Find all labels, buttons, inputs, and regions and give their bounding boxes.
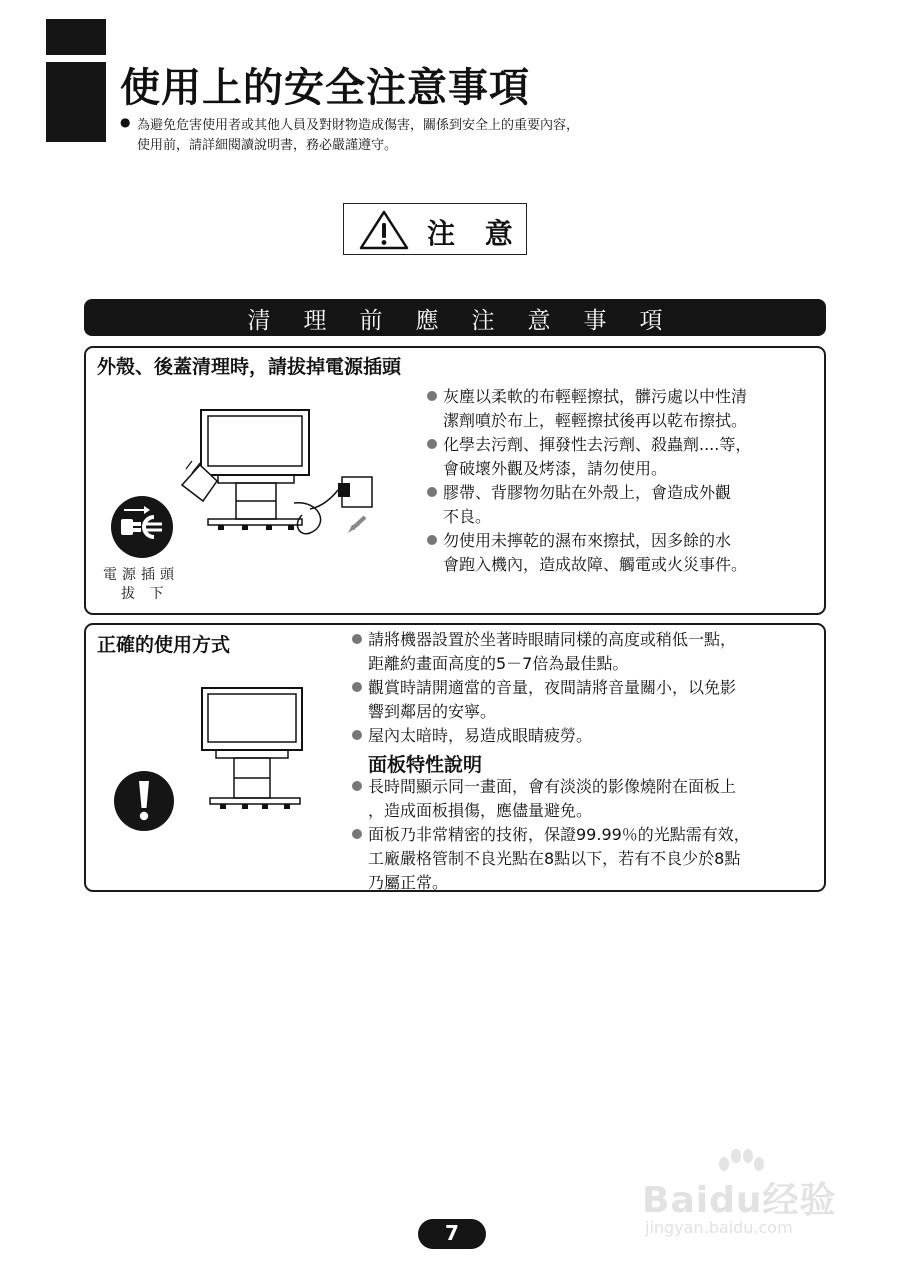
bullet-dot-icon (352, 634, 362, 644)
list-item-text: 觀賞時請開適當的音量，夜間請將音量關小，以免影 (368, 678, 737, 697)
list-item (427, 385, 751, 409)
list-item (352, 823, 750, 847)
bullet-dot-icon (352, 781, 362, 791)
list-item (352, 775, 750, 799)
list-item-continued: 不良。 (443, 507, 492, 526)
list-item-continued: 距離約畫面高度的5－7倍為最佳點。 (368, 654, 629, 673)
caution-label: 注 意 (427, 217, 523, 250)
unplug-caption-line1: 電源插頭 (103, 567, 179, 583)
usage-bullet-list (352, 628, 736, 748)
bullet-dot-icon (427, 487, 437, 497)
list-item-text: 屋內太暗時，易造成眼睛疲勞。 (368, 726, 593, 745)
bullet-dot-icon (427, 535, 437, 545)
unplug-caption-line2: 拔 下 (121, 586, 169, 602)
list-item (427, 529, 751, 553)
bullet-dot-icon (427, 391, 437, 401)
list-item-continued: ，造成面板損傷，應儘量避免。 (368, 801, 593, 820)
intro-text-line2: 使用前，請詳細閱讀說明書，務必嚴謹遵守。 (137, 138, 398, 153)
header-marker-large (46, 62, 106, 142)
exclamation-icon (113, 770, 175, 832)
list-item-continued: 會跑入機內，造成故障、觸電或火災事件。 (443, 555, 748, 574)
list-item-continued: 工廠嚴格管制不良光點在8點以下，若有不良少於8點 (368, 849, 741, 868)
list-item (427, 433, 751, 457)
list-item-text: 膠帶、背膠物勿貼在外殼上，會造成外觀 (443, 483, 732, 502)
tv-illustration (196, 686, 308, 814)
list-item-continued: 潔劑噴於布上，輕輕擦拭後再以乾布擦拭。 (443, 411, 748, 430)
list-item (352, 676, 736, 700)
bullet-dot-icon (352, 730, 362, 740)
panel-characteristics-list (352, 775, 750, 895)
list-item (352, 628, 736, 652)
unplug-icon (110, 495, 174, 559)
watermark-url: jingyan.baidu.com (645, 1218, 793, 1237)
usage-panel-title: 正確的使用方式 (97, 634, 231, 656)
list-item-text: 灰塵以柔軟的布輕輕擦拭，髒污處以中性清 (443, 387, 748, 406)
watermark-brand: Baidu经验 (642, 1180, 837, 1221)
page-number: 7 (445, 1221, 459, 1245)
bullet-dot-icon (352, 829, 362, 839)
header-marker-small (46, 19, 106, 55)
cleaning-panel-title: 外殼、後蓋清理時，請拔掉電源插頭 (97, 356, 402, 378)
list-item-text: 化學去污劑、揮發性去污劑、殺蟲劑....等， (443, 435, 752, 454)
list-item (352, 724, 736, 748)
page-title: 使用上的安全注意事項 (120, 65, 530, 111)
list-item-text: 長時間顯示同一畫面，會有淡淡的影像燒附在面板上 (368, 777, 737, 796)
list-item (427, 481, 751, 505)
panel-characteristics-heading: 面板特性說明 (368, 754, 483, 776)
intro-text-line1: 為避免危害使用者或其他人員及對財物造成傷害，關係到安全上的重要內容， (137, 118, 580, 133)
list-item-text: 面板乃非常精密的技術，保證99.99％的光點需有效， (368, 825, 750, 844)
list-item-continued: 響到鄰居的安寧。 (368, 702, 497, 721)
intro-bullet-icon: ● (120, 115, 131, 129)
tv-cleaning-illustration (170, 405, 380, 545)
list-item-continued: 乃屬正常。 (368, 873, 449, 892)
bullet-dot-icon (352, 682, 362, 692)
cleaning-bullet-list (427, 385, 751, 577)
bullet-dot-icon (427, 439, 437, 449)
list-item-text: 勿使用未擰乾的濕布來擦拭，因多餘的水 (443, 531, 732, 550)
section-banner-title: 清理前應注意事項 (247, 308, 696, 334)
warning-triangle-icon (358, 209, 410, 251)
list-item-continued: 會破壞外觀及烤漆，請勿使用。 (443, 459, 668, 478)
list-item-text: 請將機器設置於坐著時眼睛同樣的高度或稍低一點， (368, 630, 737, 649)
